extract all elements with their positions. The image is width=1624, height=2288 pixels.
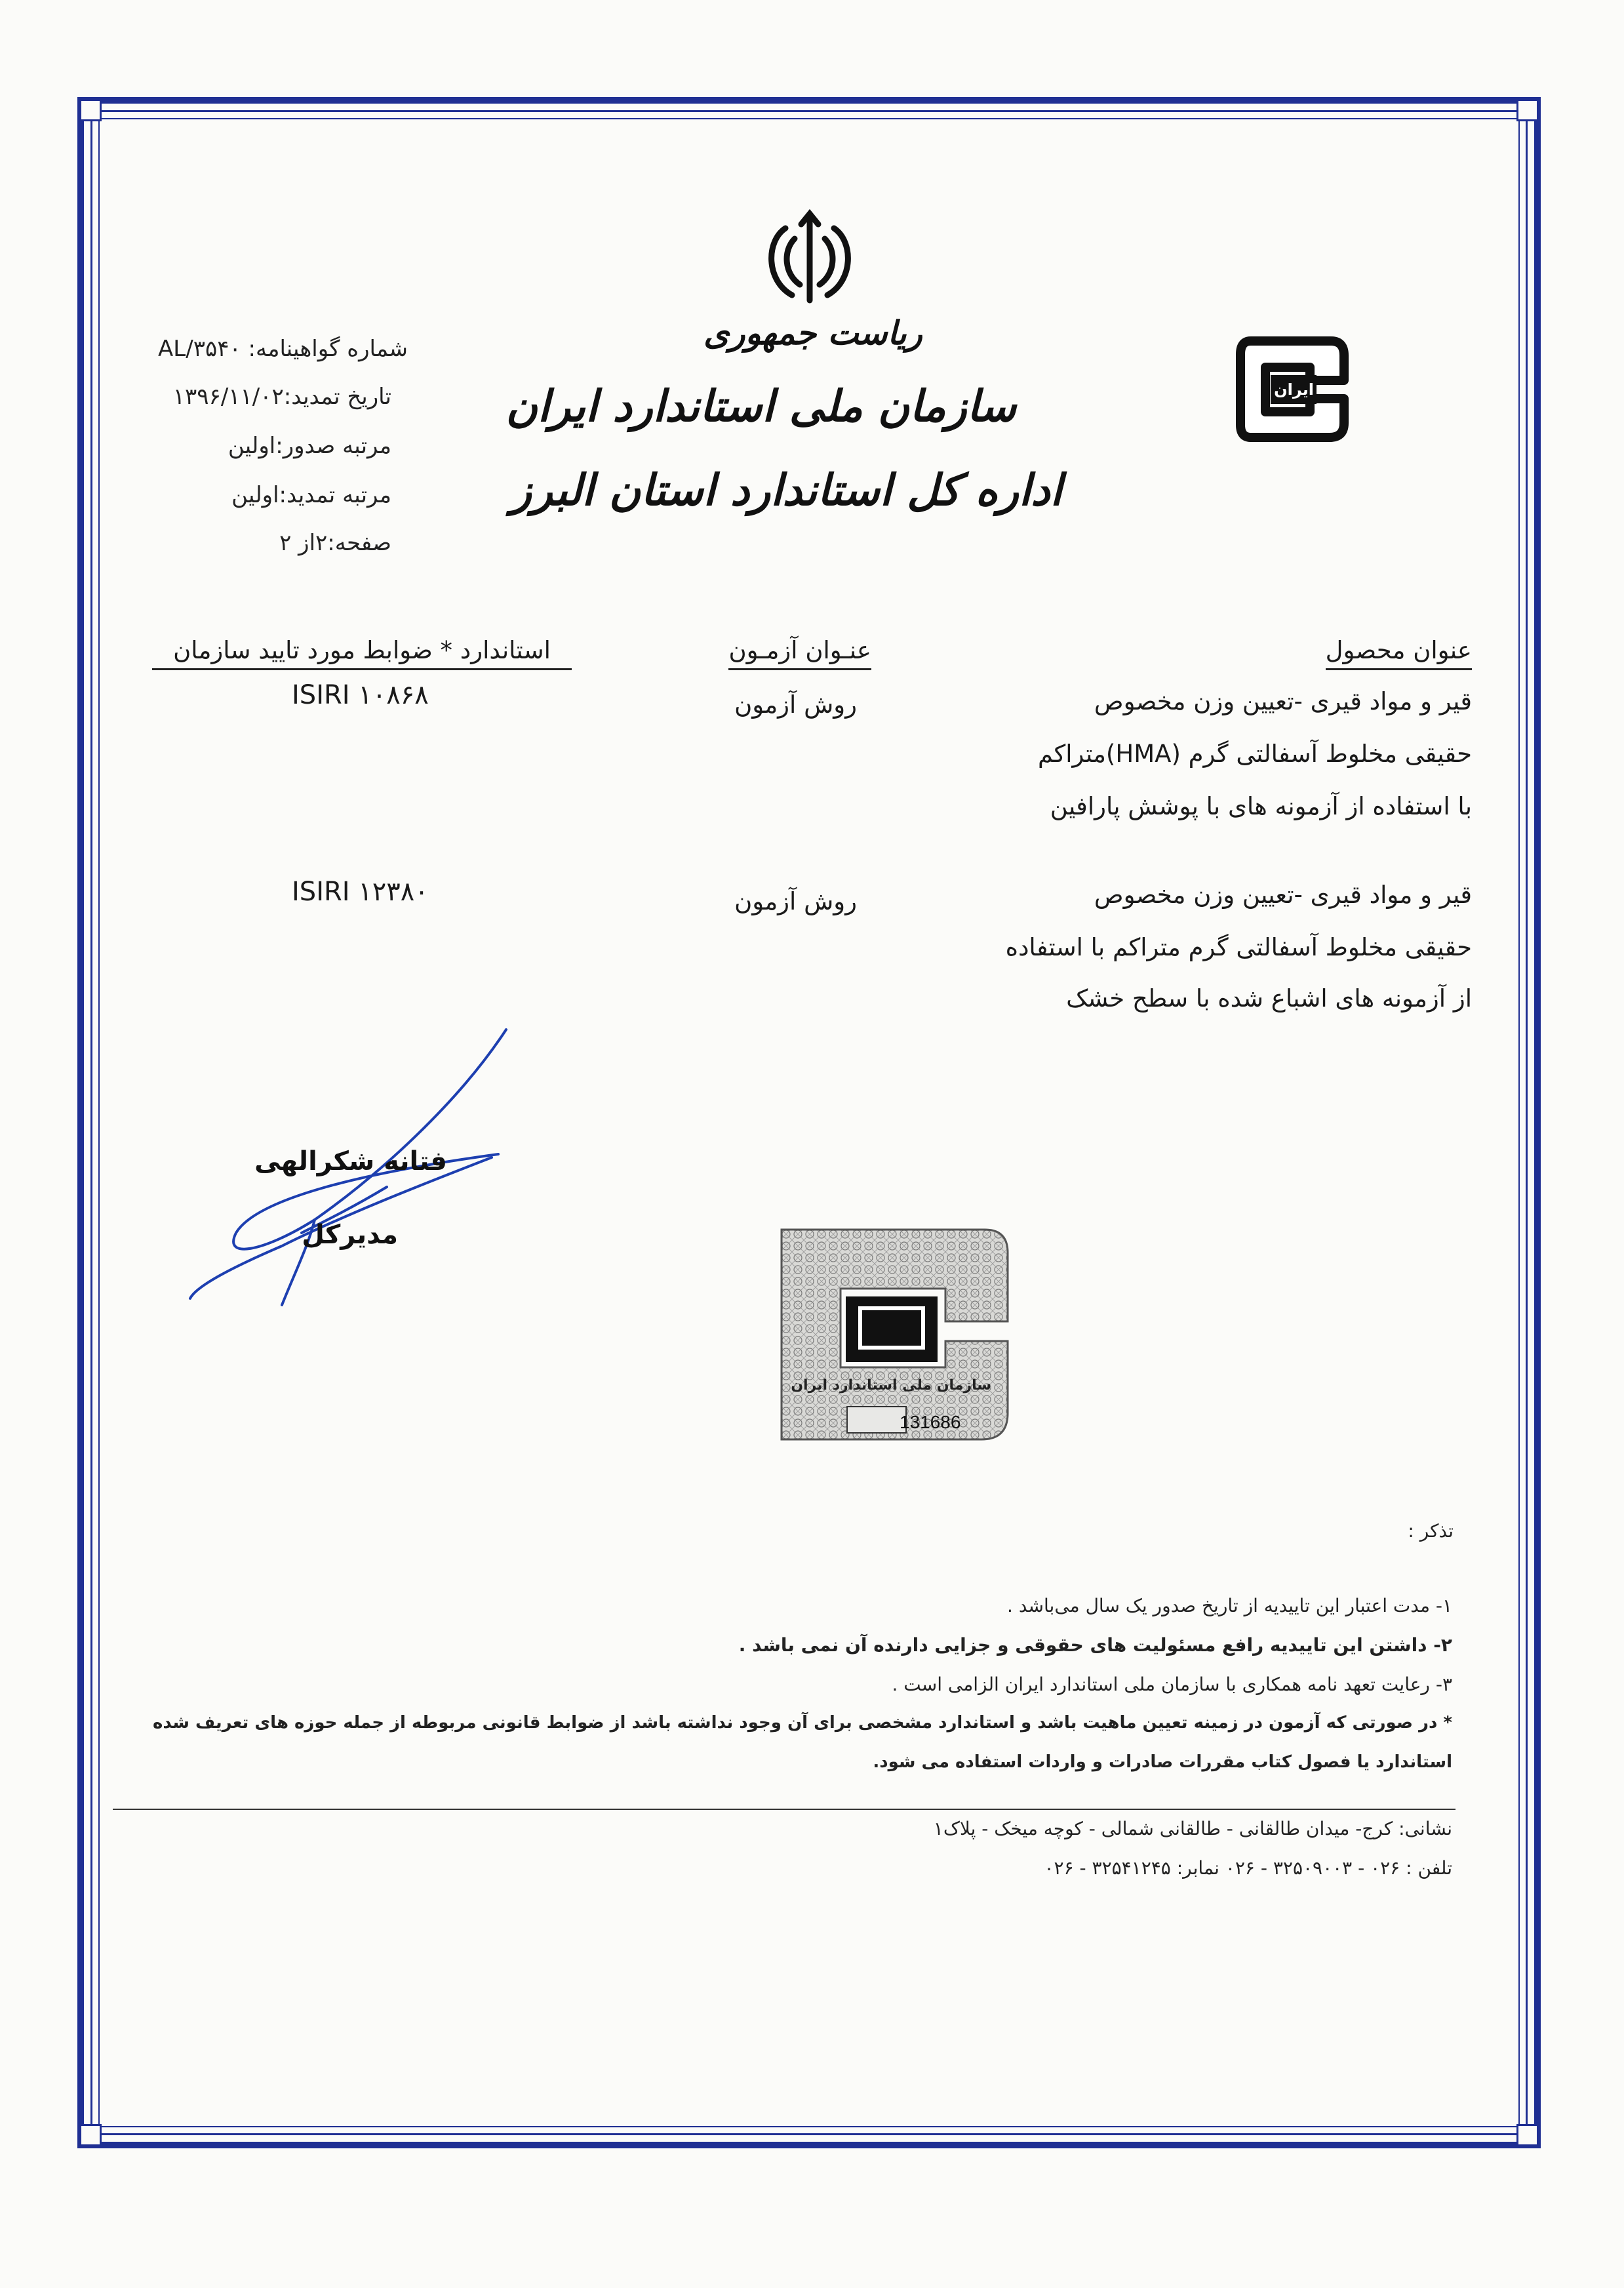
- notes-heading: تذکر :: [1408, 1520, 1454, 1542]
- product-title-row2-line2: حقیقی مخلوط آسفالتی گرم متراکم با استفاده: [1005, 933, 1472, 961]
- note-item-1: ۱- مدت اعتبار این تاییدیه از تاریخ صدور یک سال می‌باشد .: [1007, 1595, 1452, 1616]
- renewal-rank: مرتبه تمدید:اولین: [231, 482, 391, 508]
- border-corner-ornament: [79, 99, 102, 121]
- test-method-row1: روش آزمون: [734, 691, 857, 719]
- iran-emblem-icon: [754, 209, 865, 307]
- border-corner-ornament: [1516, 99, 1539, 121]
- column-header-standard: استاندارد * ضوابط مورد تایید سازمان: [152, 636, 572, 670]
- renewal-date: تاریخ تمدید:۱۳۹۶/۱۱/۰۲: [172, 384, 391, 410]
- border-corner-ornament: [1516, 2124, 1539, 2146]
- border-corner-ornament: [79, 2124, 102, 2146]
- note-footnote-line1: * در صورتی که آزمون در زمینه تعیین ماهیت باشد و استاندارد مشخصی برای آن وجود نداشته باشد از ضوابط قانونی مربوطه از جمله حوزه های تعریف شده: [152, 1713, 1452, 1733]
- standard-code-row1: ISIRI ۱۰۸۶۸: [292, 680, 429, 710]
- column-header-product: عنوان محصول: [1326, 636, 1472, 670]
- hologram-caption: سازمان ملی استاندارد ایران: [791, 1377, 991, 1394]
- hologram-serial: 131686: [900, 1412, 961, 1432]
- footer-phone: تلفن : ۰۲۶ - ۳۲۵۰۹۰۰۳ - ۰۲۶ نمابر: ۳۲۵۴۱۲۴۵ - ۰۲۶: [1044, 1857, 1452, 1879]
- product-title-row2-line1: قیر و مواد قیری -تعیین وزن مخصوص: [1094, 881, 1472, 909]
- standard-code-row2: ISIRI ۱۲۳۸۰: [292, 877, 429, 907]
- iran-standard-logo-icon: [1233, 328, 1354, 449]
- header-provincial-office: اداره کل استاندارد استان البرز: [511, 464, 1062, 515]
- footer-divider: [113, 1809, 1456, 1810]
- logo-text: ایران: [1274, 380, 1314, 399]
- signatory-name: فتانه شکرالهی: [254, 1146, 447, 1176]
- product-title-row1-line2: حقیقی مخلوط آسفالتی گرم (HMA)متراکم: [1038, 740, 1472, 768]
- page-number: صفحه:۲از ۲: [279, 530, 391, 556]
- product-title-row1-line3: با استفاده از آزمونه های با پوشش پارافین: [1050, 792, 1472, 820]
- test-method-row2: روش آزمون: [734, 887, 857, 915]
- hologram-seal: [768, 1216, 1021, 1456]
- issue-rank: مرتبه صدور:اولین: [228, 433, 391, 459]
- note-footnote-line2: استاندارد یا فصول کتاب مقررات صادرات و واردات استفاده می شود.: [873, 1752, 1452, 1772]
- column-header-test: عنـوان آزمـون: [728, 636, 871, 670]
- header-presidency: ریاست جمهوری: [703, 313, 922, 352]
- note-item-3: ۳- رعایت تعهد نامه همکاری با سازمان ملی استاندارد ایران الزامی است .: [892, 1674, 1452, 1695]
- product-title-row2-line3: از آزمونه های اشباع شده با سطح خشک: [1066, 984, 1472, 1013]
- certificate-number: شماره گواهینامه: AL/۳۵۴۰: [158, 336, 408, 362]
- footer-address: نشانی: کرج- میدان طالقانی - طالقانی شمالی - کوچه میخک - پلاک۱: [933, 1818, 1452, 1839]
- signatory-title: مدیرکل: [302, 1220, 398, 1250]
- note-item-2: ۲- داشتن این تاییدیه رافع مسئولیت های حقوقی و جزایی دارنده آن نمی باشد .: [738, 1634, 1452, 1656]
- product-title-row1-line1: قیر و مواد قیری -تعیین وزن مخصوص: [1094, 687, 1472, 715]
- header-organization: سازمان ملی استاندارد ایران: [505, 380, 1016, 432]
